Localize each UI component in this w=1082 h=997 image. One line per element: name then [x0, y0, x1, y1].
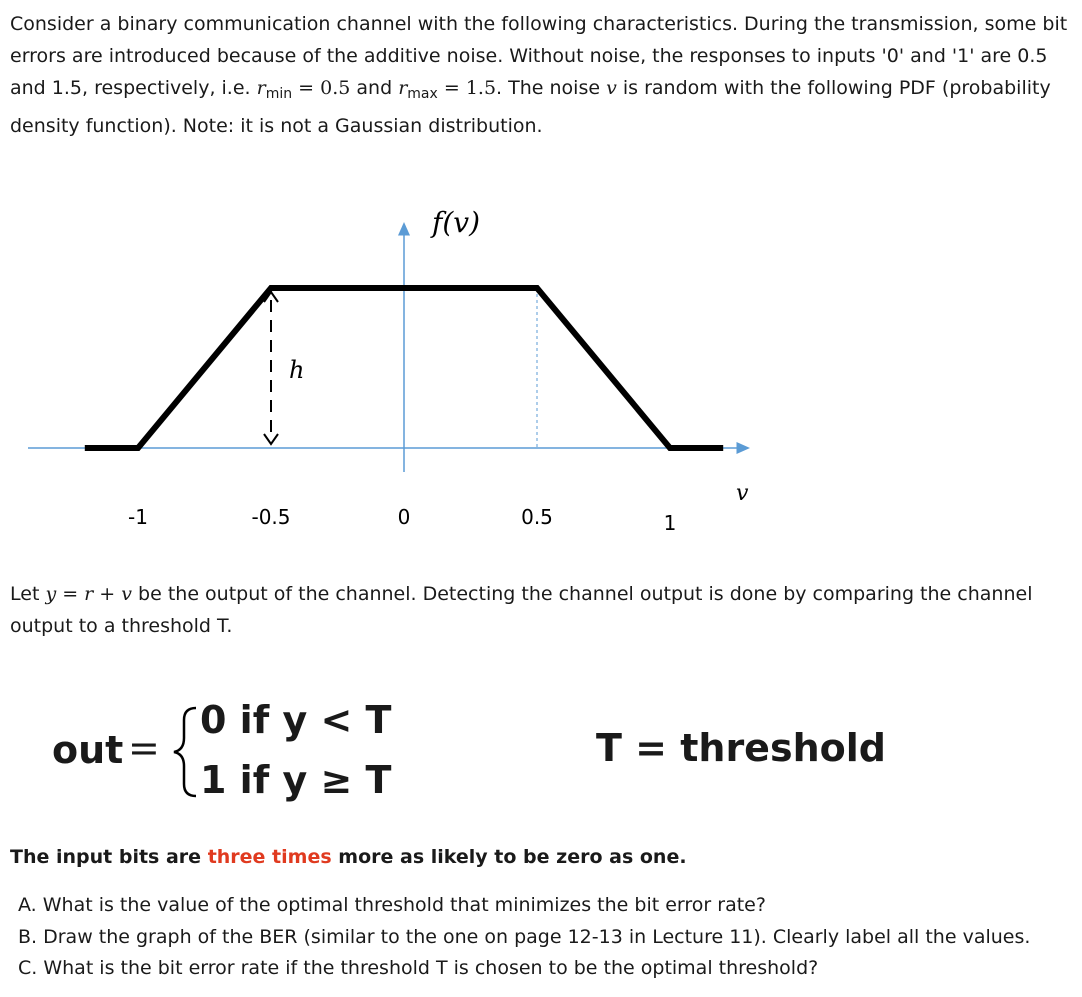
rmax-value: = 1.5 [443, 77, 497, 99]
question-c: C. What is the bit error rate if the threshold T is chosen to be the optimal threshold? [18, 957, 819, 979]
question-b: B. Draw the graph of the BER (similar to the one on page 12-13 in Lecture 11). Clearly label all the values. [18, 926, 1031, 948]
rmax-symbol: r [398, 77, 408, 99]
question-a: A. What is the value of the optimal threshold that minimizes the bit error rate? [18, 894, 766, 916]
rmin-subscript: min [265, 86, 293, 102]
tick-label: 1 [663, 511, 677, 535]
threshold-definition: T = threshold [596, 726, 886, 770]
tick-labels [128, 505, 676, 535]
case-one: 1 if y ≥ T [200, 758, 392, 802]
x-axis-label: v [736, 481, 749, 506]
channel-let: Let [10, 583, 40, 605]
channel-text: be the output of the channel. Detecting the channel output is done by comparing the channel output to a threshold T. [10, 583, 1033, 637]
rmin-symbol: r [256, 77, 266, 99]
prior-statement [10, 846, 687, 868]
intro-and: and [356, 77, 393, 99]
tick-label: 0.5 [521, 505, 553, 529]
rmax-subscript: max [407, 86, 438, 102]
case-zero: 0 if y < T [200, 698, 392, 742]
rmin-value: = 0.5 [298, 77, 351, 99]
intro-text-2: . The noise [496, 77, 601, 99]
case-brace [174, 708, 196, 796]
height-label: h [289, 356, 305, 384]
prior-post: more as likely to be zero as one. [338, 846, 687, 868]
intro-text-3: is random with the following PDF (probability density function). Note: it is not a Gaussian distribution. [10, 77, 1051, 137]
channel-description [10, 578, 1072, 642]
channel-equation: y = r + v [45, 583, 132, 605]
tick-label: -1 [128, 505, 148, 529]
noise-symbol: v [606, 77, 617, 99]
out-label: out [52, 728, 124, 772]
height-arrow-bottom-head [264, 434, 278, 444]
intro-text-1: Consider a binary communication channel with the following characteristics. During the transmission, some bit errors are introduced because of the additive noise. Without noise, the responses to inputs '0' and '1' are 0.5 and 1.5, respectively, i.e. [10, 13, 1068, 99]
tick-label: 0 [397, 505, 411, 529]
out-equals: = [128, 726, 160, 770]
y-axis-label: f(v) [432, 206, 481, 239]
prior-highlight: three times [207, 846, 332, 868]
tick-label: -0.5 [251, 505, 291, 529]
prior-pre: The input bits are [10, 846, 202, 868]
